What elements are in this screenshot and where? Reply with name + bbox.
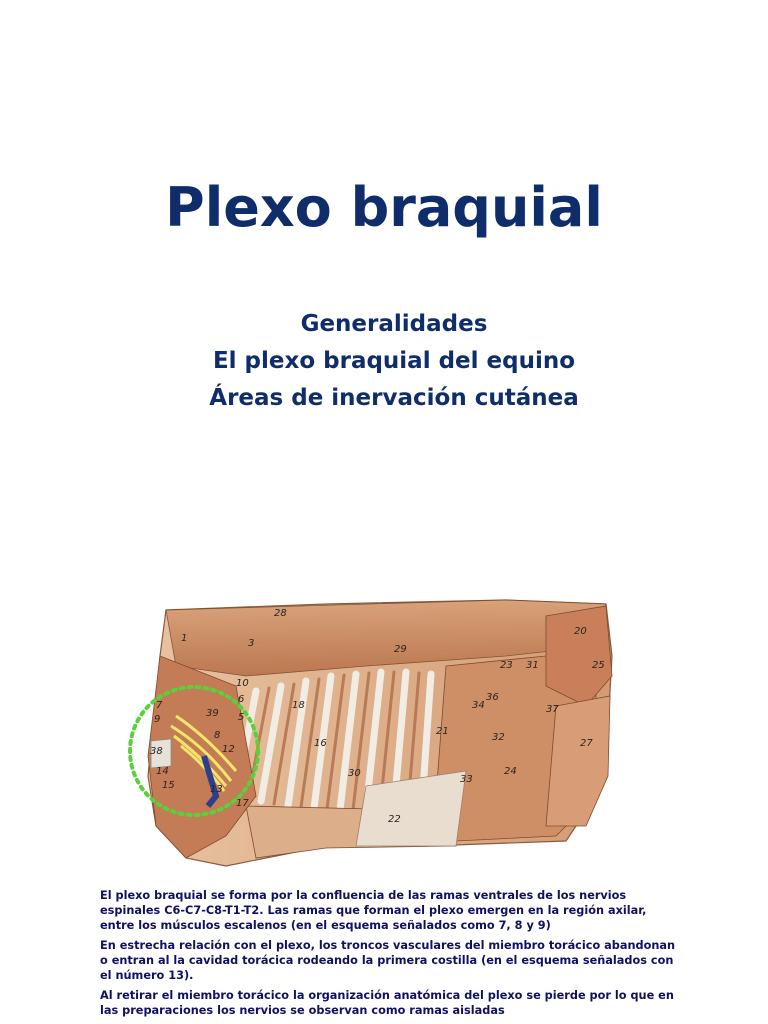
label-9: 9	[154, 714, 161, 725]
label-6: 6	[238, 694, 245, 705]
label-17: 17	[236, 798, 249, 809]
label-32: 32	[492, 732, 505, 743]
description-text	[100, 888, 676, 1023]
label-36: 36	[486, 692, 499, 703]
label-20: 20	[574, 626, 587, 637]
paragraph-formation: El plexo braquial se forma por la confluencia de las ramas ventrales de los nervios espinales C6-C7-C8-T1-T2. Las ramas que forman el plexo emergen en la región axilar, entre los músculos escalenos (en el esquema señalados como 7, 8 y 9)	[100, 889, 647, 932]
label-29: 29	[394, 644, 407, 655]
label-23: 23	[500, 660, 513, 671]
label-1: 1	[181, 633, 188, 644]
subtitle-list	[0, 306, 768, 417]
label-15: 15	[162, 780, 175, 791]
paragraph-vascular: En estrecha relación con el plexo, los troncos vasculares del miembro torácico abandonan o entran al la cavidad torácica rodeando la primera costilla (en el esquema señalados con el número 13).	[100, 939, 676, 982]
label-24: 24	[504, 766, 517, 777]
subtitle-generalidades: Generalidades	[300, 311, 488, 337]
label-38: 38	[150, 746, 163, 757]
page-title: Plexo braquial	[165, 176, 603, 239]
label-39: 39	[206, 708, 219, 719]
label-31: 31	[526, 660, 539, 671]
label-28: 28	[274, 608, 287, 619]
label-7: 7	[156, 700, 163, 711]
anatomy-drawing	[126, 596, 616, 872]
label-14: 14	[156, 766, 169, 777]
label-25: 25	[592, 660, 605, 671]
subtitle-areas-inervacion: Áreas de inervación cutánea	[209, 385, 579, 411]
label-10: 10	[236, 678, 249, 689]
label-22: 22	[388, 814, 401, 825]
label-37: 37	[546, 704, 559, 715]
label-5: 5	[238, 712, 245, 723]
label-34: 34	[472, 700, 485, 711]
label-12: 12	[222, 744, 235, 755]
label-8: 8	[214, 730, 221, 741]
paragraph-dissection: Al retirar el miembro torácico la organización anatómica del plexo se pierde por lo que en las preparaciones los nervios se observan como ramas aisladas	[100, 989, 674, 1017]
label-27: 27	[580, 738, 593, 749]
label-13: 13	[210, 784, 223, 795]
label-21: 21	[436, 726, 449, 737]
label-33: 33	[460, 774, 473, 785]
label-18: 18	[292, 700, 305, 711]
anatomy-illustration	[126, 596, 616, 872]
label-16: 16	[314, 738, 327, 749]
label-3: 3	[248, 638, 255, 649]
thigh-muscle	[546, 696, 610, 826]
label-30: 30	[348, 768, 361, 779]
subtitle-plexo-equino: El plexo braquial del equino	[212, 348, 576, 374]
